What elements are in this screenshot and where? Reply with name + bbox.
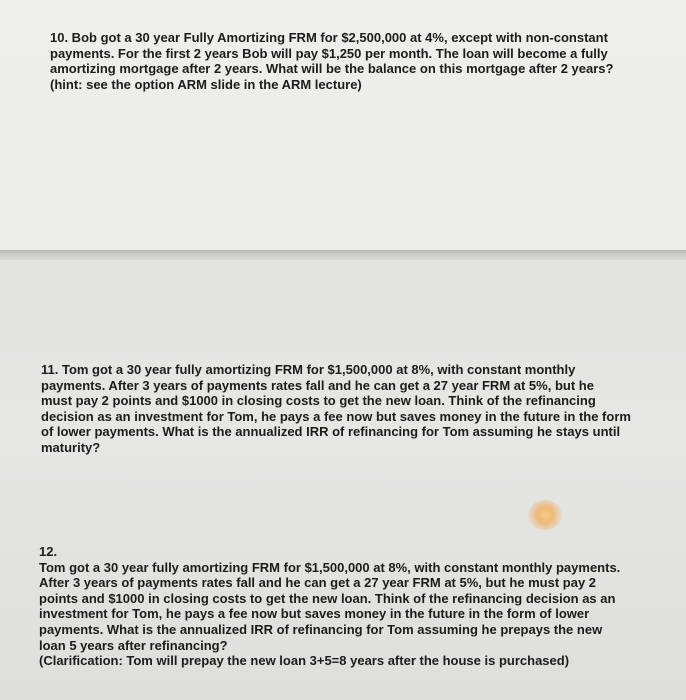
light-glare [528,500,562,530]
question-11-text: 11. Tom got a 30 year fully amortizing FRM for $1,500,000 at 8%, with constant monthly payments. After 3 years of payments rates fall and he can get a 27 year FRM at 5%, but he must pay 2 points and $1000 in closing costs to get the new loan. Think of the refinancing decision as an investment for Tom, he pays a fee now but saves money in the future in the form of lower payments. What is the annualized IRR of refinancing for Tom assuming he stays until maturity? [41,362,631,455]
question-12-text: 12. Tom got a 30 year fully amortizing FRM for $1,500,000 at 8%, with constant monthly payments. After 3 years of payments rates fall and he can get a 27 year FRM at 5%, but he must pay 2 points and $1000 in closing costs to get the new loan. Think of the refinancing decision as an investment for Tom, he pays a fee now but saves money in the future in the form of lower payments. What is the annualized IRR of refinancing for Tom assuming he prepays the new loan 5 years after refinancing? (Clarification: Tom will prepay the new loan 3+5=8 years after the house is purchased) [39,544,621,669]
page-divider [0,250,686,260]
question-10-text: 10. Bob got a 30 year Fully Amortizing FRM for $2,500,000 at 4%, except with non-constant payments. For the first 2 years Bob will pay $1,250 per month. The loan will become a fully amortizing mortgage after 2 years. What will be the balance on this mortgage after 2 years? (hint: see the option ARM slide in the ARM lecture) [50,30,614,92]
